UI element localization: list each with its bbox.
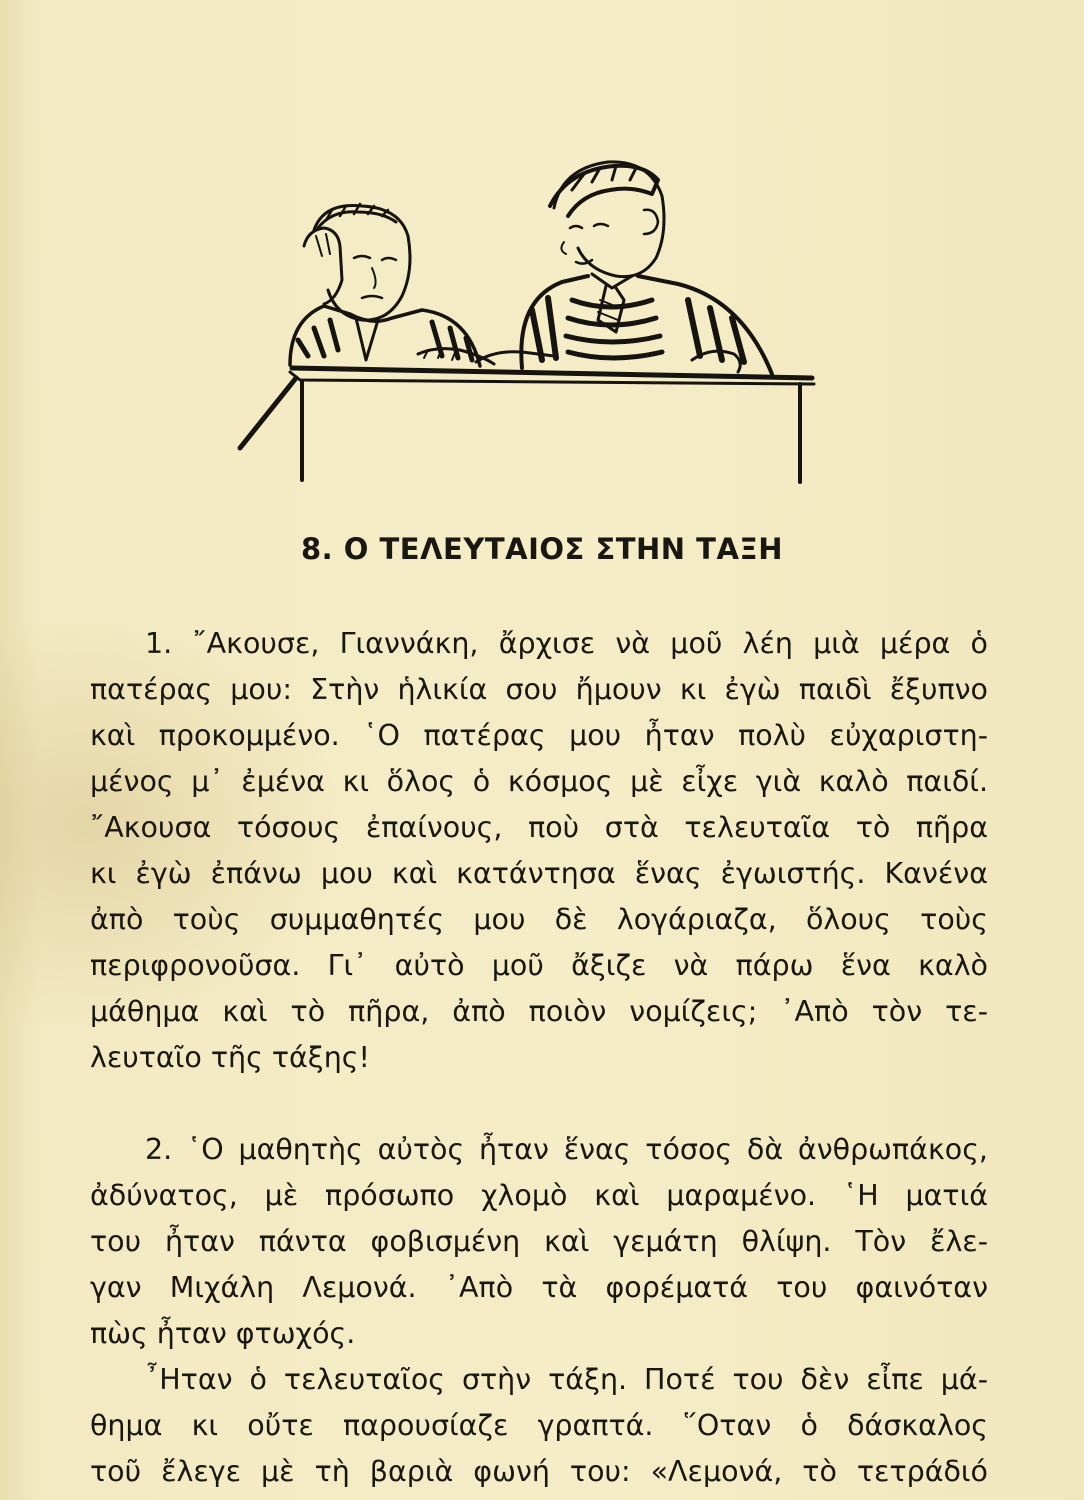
text-line: ῏Ηταν ὁ τελευταῖος στὴν τάξη. Ποτέ του δὲν εἶπε μά- bbox=[145, 1363, 988, 1396]
text-line: καὶ προκομμένο. ῾Ο πατέρας μου ἦταν πολὺ εὐχαριστη- bbox=[90, 719, 988, 752]
text-line: μένος μ᾿ ἐμένα κι ὅλος ὁ κόσμος μὲ εἶχε γιὰ καλὸ παιδί. bbox=[90, 765, 988, 798]
text-line: γαν Μιχάλη Λεμονά. ᾿Απὸ τὰ φορέματά του φαινόταν bbox=[90, 1271, 988, 1304]
text-line: θημα κι οὔτε παρουσίαζε γραπτά. ῞Οταν ὁ δάσκαλος bbox=[90, 1409, 988, 1442]
text-line: μάθημα καὶ τὸ πῆρα, ἀπὸ ποιὸν νομίζεις; ᾿Απὸ τὸν τε- bbox=[90, 995, 988, 1028]
text-line: ἀπὸ τοὺς συμμαθητές μου δὲ λογάριαζα, ὅλους τοὺς bbox=[90, 903, 988, 936]
text-line: λευταῖο τῆς τάξης! bbox=[90, 1041, 370, 1074]
illustration-two-boys-at-desk bbox=[232, 150, 822, 490]
text-line: περιφρονοῦσα. Γι᾿ αὐτὸ μοῦ ἄξιζε νὰ πάρω ἕνα καλὸ bbox=[90, 949, 988, 982]
text-line: πατέρας μου: Στὴν ἡλικία σου ἤμουν κι ἐγὼ παιδὶ ἔξυπνο bbox=[90, 673, 988, 706]
text-line: ἀδύνατος, μὲ πρόσωπο χλομὸ καὶ μαραμένο. ῾Η ματιά bbox=[90, 1179, 988, 1212]
text-line: κι ἐγὼ ἐπάνω μου καὶ κατάντησα ἕνας ἐγωιστής. Κανένα bbox=[90, 857, 988, 890]
text-line: 1. ῎Ακουσε, Γιαννάκη, ἄρχισε νὰ μοῦ λέη μιὰ μέρα ὁ bbox=[145, 627, 988, 660]
chapter-title: 8. Ο ΤΕΛΕΥΤΑΙΟΣ ΣΤΗΝ ΤΑΞΗ bbox=[300, 532, 783, 566]
text-line: ῎Ακουσα τόσους ἐπαίνους, ποὺ στὰ τελευταῖα τὸ πῆρα bbox=[90, 811, 988, 844]
text-line: του ἦταν πάντα φοβισμένη καὶ γεμάτη θλίψη. Τὸν ἔλε- bbox=[90, 1225, 988, 1258]
text-line: τοῦ ἔλεγε μὲ τὴ βαριὰ φωνή του: «Λεμονά, τὸ τετράδιό bbox=[90, 1455, 988, 1488]
text-line: πὼς ἦταν φτωχός. bbox=[90, 1317, 356, 1350]
text-line: 2. ῾Ο μαθητὴς αὐτὸς ἦταν ἕνας τόσος δὰ ἀνθρωπάκος, bbox=[145, 1133, 988, 1166]
